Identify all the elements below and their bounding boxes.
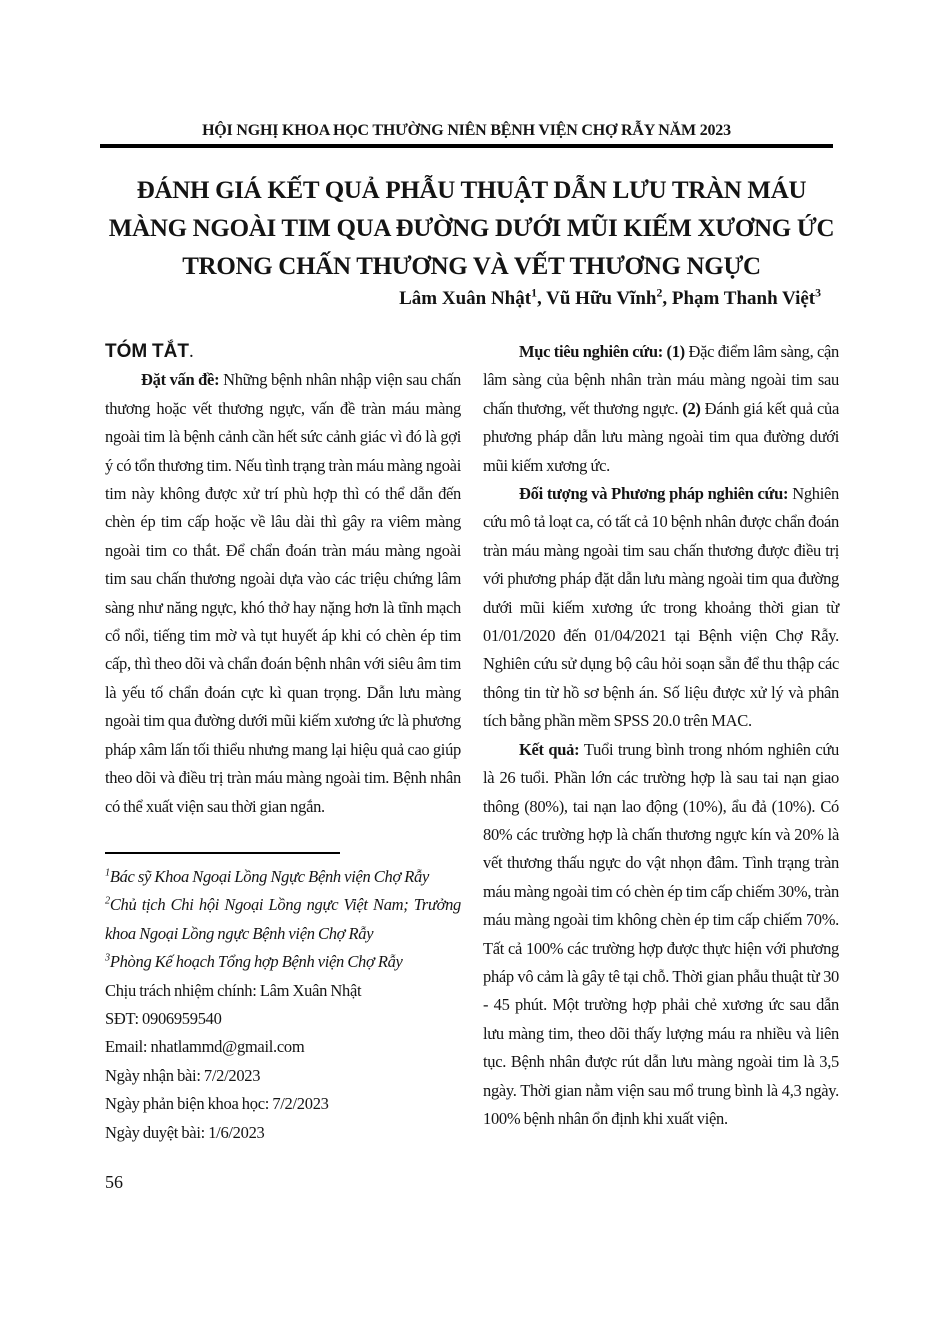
abstract-results-paragraph: Kết quả: Tuổi trung bình trong nhóm nghiên cứu là 26 tuổi. Phần lớn các trường hợp là sau tai nạn giao thông (80%), tai nạn lao động (10%), ẩu đả (10%). Có 80% các trường hợp là chấn thương ngực kín và 20% là vết thương thấu ngực do vật nhọn đâm. Tình trạng tràn máu màng ngoài tim có chèn ép tim cấp chiếm 30%, tràn máu màng ngoài tim không chèn ép tim cấp chiếm 70%. Tất cả 100% các trường hợp được thực hiện với phương pháp vô cảm là gây tê tại chỗ. Thời gian phẫu thuật từ 30 - 45 phút. Một trường hợp phải chẻ xương ức sau dẫn lưu màng tim, theo dõi thấy lượng máu ra nhiều và liên tục. Bệnh nhân được rút dẫn lưu màng ngoài tim là 3,5 ngày. Thời gian nằm viện sau mổ trung bình là 4,3 ngày. 100% bệnh nhân ổn định khi xuất viện. bbox=[483, 739, 839, 1128]
header-rule bbox=[100, 144, 833, 148]
abstract-heading-period: . bbox=[188, 341, 194, 362]
footnote-approved-date: Ngày duyệt bài: 1/6/2023 bbox=[105, 1122, 265, 1142]
footnote-block bbox=[105, 852, 461, 1147]
footnote-responsible-author: Chịu trách nhiệm chính: Lâm Xuân Nhật bbox=[105, 980, 362, 1000]
abstract-heading-text: TÓM TẮT bbox=[105, 341, 189, 362]
article-title bbox=[100, 172, 843, 286]
footnote-received-date: Ngày nhận bài: 7/2/2023 bbox=[105, 1065, 261, 1085]
footnote-affiliation-3: $^3$Phòng Kế hoạch Tổng hợp Bệnh viện Chợ Rẫy bbox=[105, 952, 403, 972]
abstract-intro-paragraph: Đặt vấn đề: Những bệnh nhân nhập viện sau chấn thương hoặc vết thương ngực, vấn đề tràn máu màng ngoài tim là bệnh cảnh cần hết sức cảnh giác vì đó là gợi ý có tổn thương tim. Nếu tình trạng tràn máu màng ngoài tim này không được xử trí phù hợp thì có thể dẫn đến chèn ép tim cấp hoặc về lâu dài thì gây ra viêm màng ngoài tim co thắt. Để chẩn đoán tràn máu màng ngoài tim sau chấn thương ngoài dựa vào các triệu chứng lâm sàng như năng ngực, khó thở hay nặng hơn là tĩnh mạch cổ nổi, tiếng tim mờ và tụt huyết áp khi có chèn ép tim cấp, thì theo dõi và chẩn đoán bệnh nhân với siêu âm tim là yếu tố chẩn đoán cực kì quan trọng. Dẫn lưu màng ngoài tim qua đường dưới mũi kiếm xương ức là phương pháp xâm lấn tối thiểu nhưng mang lại hiệu quả cao giúp theo dõi và điều trị tràn máu màng ngoài tim. Bệnh nhân có thể xuất viện sau thời gian ngắn. bbox=[105, 370, 461, 816]
conference-header: HỘI NGHỊ KHOA HỌC THƯỜNG NIÊN BỆNH VIỆN CHỢ RẪY NĂM 2023 bbox=[202, 122, 731, 139]
article-title-line: ĐÁNH GIÁ KẾT QUẢ PHẪU THUẬT DẪN LƯU TRÀN MÁU bbox=[136, 177, 807, 204]
authors-line: Lâm Xuân Nhật$^1$, Vũ Hữu Vĩnh$^2$, Phạm Thanh Việt$^3$ bbox=[399, 286, 821, 309]
page-number: 56 bbox=[105, 1172, 123, 1192]
abstract-objectives-paragraph: Mục tiêu nghiên cứu: (1) Đặc điểm lâm sàng, cận lâm sàng của bệnh nhân tràn máu màng ngoài tim sau chấn thương, vết thương ngực. (2) Đánh giá kết quả của phương pháp dẫn lưu màng ngoài tim qua đường dưới mũi kiếm xương ức. bbox=[483, 342, 839, 475]
article-title-line: MÀNG NGOÀI TIM QUA ĐƯỜNG DƯỚI MŨI KIẾM XƯƠNG ỨC bbox=[108, 215, 835, 242]
footnote-affiliation-2: $^2$Chủ tịch Chi hội Ngoại Lồng ngực Việt Nam; Trưởng khoa Ngoại Lồng ngực Bệnh viện Chợ Rẫy bbox=[105, 895, 461, 943]
abstract-column-left bbox=[105, 338, 461, 848]
footnote-affiliation-1: $^1$Bác sỹ Khoa Ngoại Lồng Ngực Bệnh viện Chợ Rẫy bbox=[105, 867, 430, 886]
footnote-separator-rule bbox=[105, 852, 340, 854]
abstract-methods-paragraph: Đối tượng và Phương pháp nghiên cứu: Nghiên cứu mô tả loạt ca, có tất cả 10 bệnh nhân được chẩn đoán tràn máu màng ngoài tim sau chấn thương được điều trị với phương pháp đặt dẫn lưu màng ngoài tim qua đường dưới mũi kiếm xương ức trong khoảng thời gian từ 01/01/2020 đến 01/04/2021 tại Bệnh viện Chợ Rẫy. Nghiên cứu sử dụng bộ câu hỏi soạn sẵn để thu thập các thông tin từ hồ sơ bệnh án. Số liệu được xử lý và phân tích bằng phần mềm SPSS 20.0 trên MAC. bbox=[483, 484, 839, 731]
abstract-column-right bbox=[483, 338, 839, 1133]
footnote-email: Email: nhatlammd@gmail.com bbox=[105, 1037, 305, 1057]
article-title-line: TRONG CHẤN THƯƠNG VÀ VẾT THƯƠNG NGỰC bbox=[182, 253, 761, 280]
footnote-phone: SĐT: 0906959540 bbox=[105, 1009, 222, 1029]
footnote-review-date: Ngày phản biện khoa học: 7/2/2023 bbox=[105, 1094, 329, 1114]
abstract-heading bbox=[105, 338, 461, 366]
